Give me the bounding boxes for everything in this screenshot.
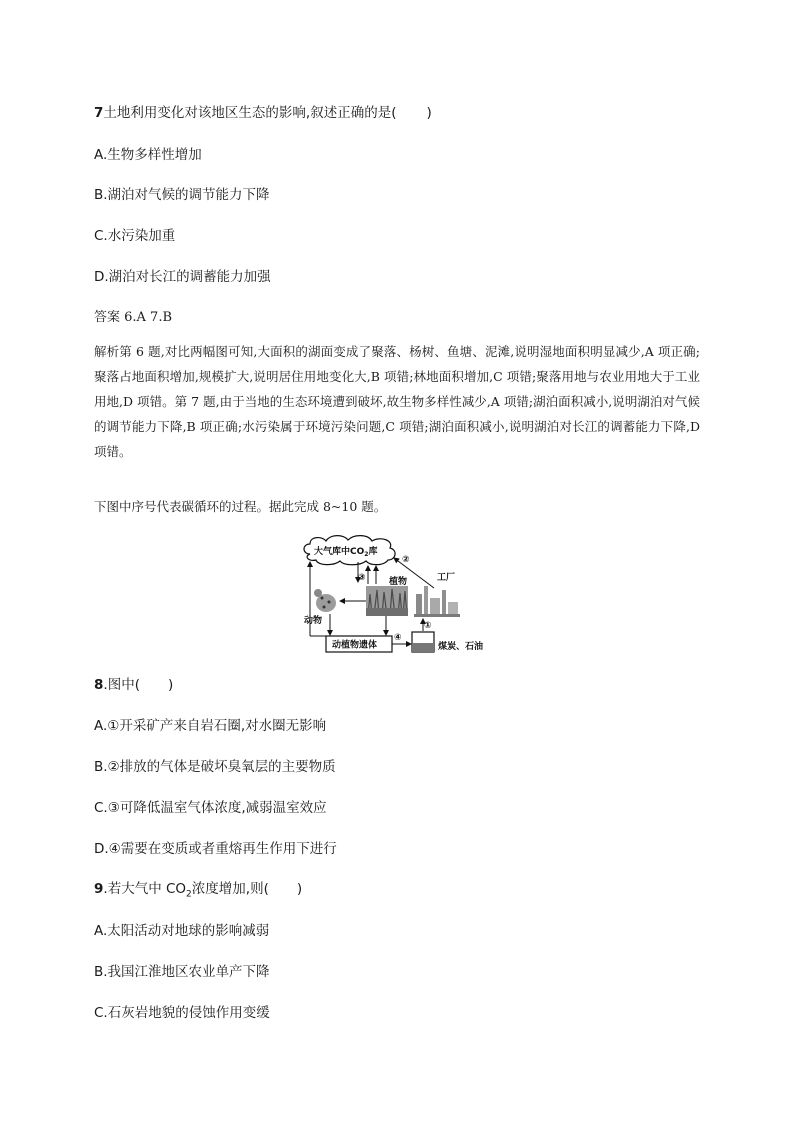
- plants-label: 植物: [389, 577, 408, 587]
- option-c: C.水污染加重: [94, 228, 176, 244]
- question-number: 7: [94, 105, 104, 121]
- question-text: 土地利用变化对该地区生态的影响,叙述正确的是(: [103, 105, 397, 121]
- option-a: A.生物多样性增加: [94, 147, 202, 163]
- question-7-stem: [94, 101, 432, 121]
- option-d: D.湖泊对长江的调蓄能力加强: [94, 269, 271, 285]
- process-2-label: ②: [402, 555, 410, 565]
- animals-label: 动物: [304, 616, 323, 626]
- plants-image: [366, 586, 408, 616]
- diagram-intro: 下图中序号代表碳循环的过程。据此完成 8~10 题。: [94, 499, 387, 514]
- paren-close: ): [296, 881, 303, 897]
- question-9-stem: [94, 877, 302, 900]
- question-number: 9: [94, 881, 104, 897]
- animal-image: [314, 589, 336, 612]
- paren-close: ): [167, 677, 174, 693]
- process-3-label: ③: [358, 573, 366, 583]
- question-text-pre: .若大气中 CO: [103, 881, 187, 897]
- question-8-stem: [94, 673, 173, 693]
- factory-image: [414, 586, 460, 617]
- option-c: C.石灰岩地貌的侵蚀作用变缓: [94, 1005, 270, 1021]
- explanation: 解析第 6 题,对比两幅图可知,大面积的湖面变成了聚落、杨树、鱼塘、泥滩,说明湿地面积明显减少,A 项正确;聚落占地面积增加,规模扩大,说明居住用地变化大,B 项错;林地面积增加,C 项错;聚落用地与农业用地大于工业用地,D 项错。第 7 题,由于当地的生态环境遭到破坏,故生物多样性减少,A 项错;湖泊面积减小,说明湖泊对气候的调节能力下降,B 项正确;水污染属于环境污染问题,C 项错;湖泊面积减小,说明湖泊对长江的调蓄能力下降,D 项错。: [94, 344, 700, 459]
- carbon-cycle-diagram: [296, 532, 496, 656]
- question-text-post: 浓度增加,则(: [191, 881, 269, 897]
- option-a: A.太阳活动对地球的影响减弱: [94, 923, 270, 939]
- subscript: 2: [186, 889, 192, 900]
- remains-label: 动植物遗体: [332, 640, 378, 651]
- process-4-label: ④: [394, 633, 402, 643]
- option-b: B.湖泊对气候的调节能力下降: [94, 187, 270, 203]
- cloud-label: 大气库中$CO_2$库: [314, 547, 378, 558]
- option-b: B.②排放的气体是破坏臭氧层的主要物质: [94, 759, 336, 775]
- question-number: 8: [94, 677, 104, 693]
- option-b: B.我国江淮地区农业单产下降: [94, 964, 270, 980]
- question-text: .图中(: [103, 677, 140, 693]
- process-1-label: ①: [424, 621, 432, 631]
- option-c: C.③可降低温室气体浓度,减弱温室效应: [94, 800, 327, 816]
- fossil-label: 煤炭、石油: [438, 642, 484, 652]
- factory-label: 工厂: [437, 573, 456, 583]
- option-a: A.①开采矿产来自岩石圈,对水圈无影响: [94, 718, 327, 734]
- answer-line: 答案 6.A 7.B: [94, 310, 173, 325]
- option-d: D.④需要在变质或者重熔再生作用下进行: [94, 841, 337, 857]
- paren-close: ): [426, 105, 432, 121]
